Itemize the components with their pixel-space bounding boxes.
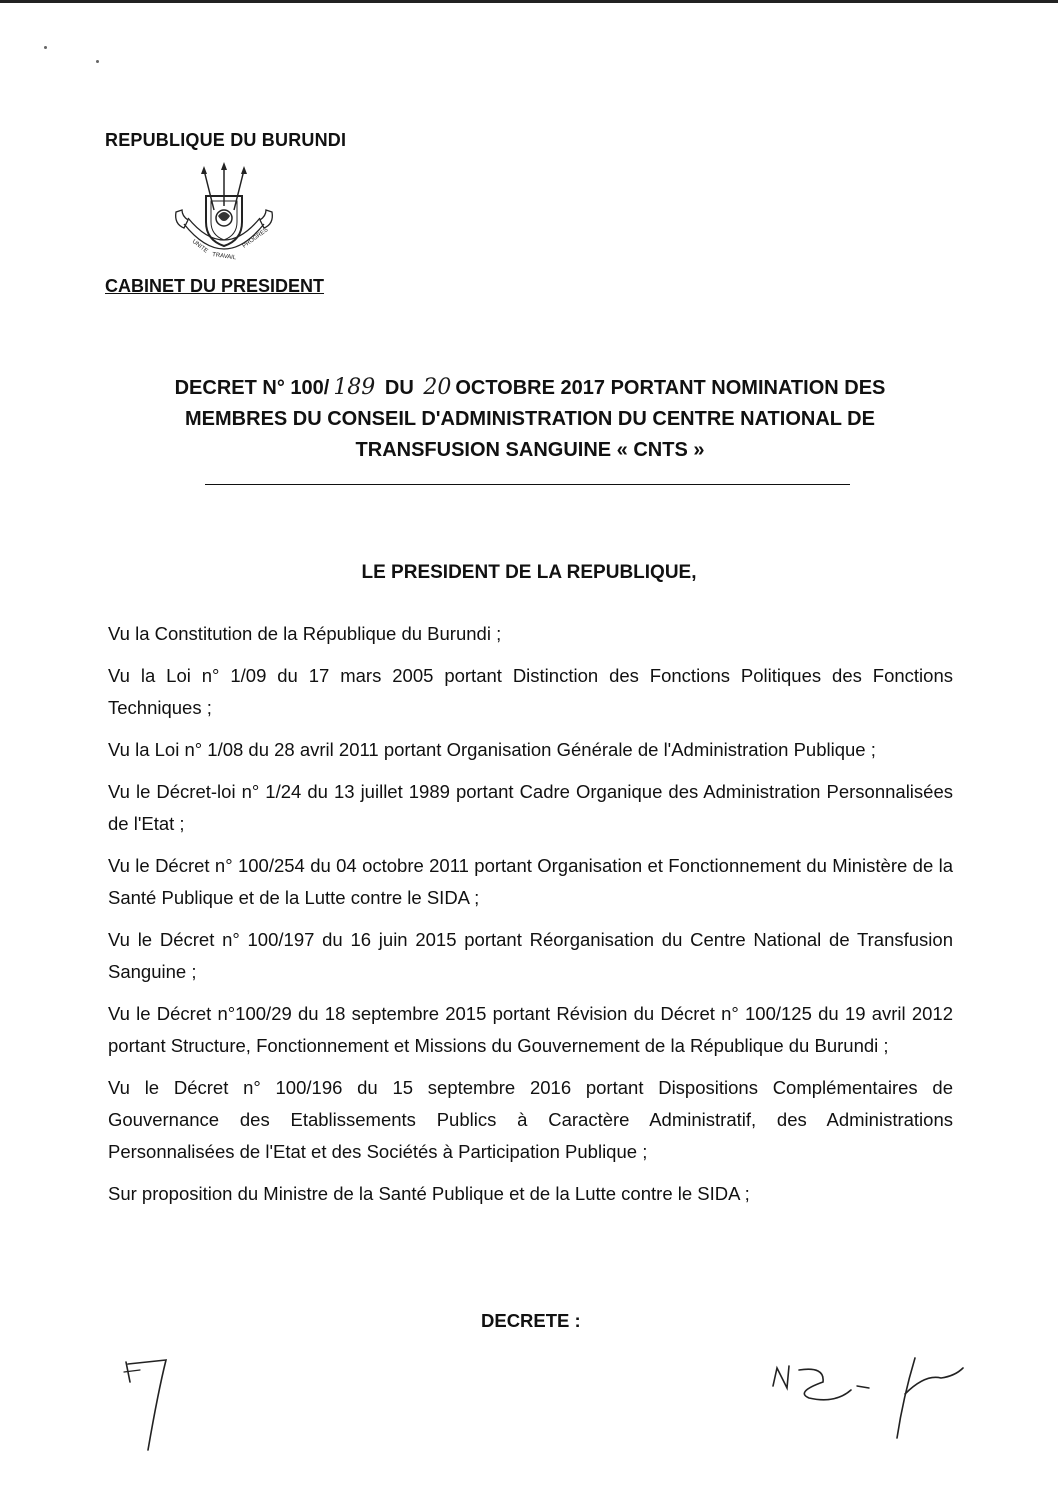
handwritten-initials-left xyxy=(118,1352,178,1457)
considerant-paragraph: Vu la Loi n° 1/09 du 17 mars 2005 portant Distinction des Fonctions Politiques des Fonctions Techniques ; xyxy=(108,665,953,718)
decree-number-prefix: DECRET N° 100/ xyxy=(174,377,330,399)
decree-title xyxy=(130,372,930,466)
page-top-edge xyxy=(0,0,1058,3)
considerant-paragraph: Vu la Loi n° 1/08 du 28 avril 2011 portant Organisation Générale de l'Administration Publique ; xyxy=(108,739,876,760)
decree-title-line-2: MEMBRES DU CONSEIL D'ADMINISTRATION DU CENTRE NATIONAL DE xyxy=(185,408,875,430)
considerants-list xyxy=(108,618,953,1220)
considerant-paragraph: Vu le Décret n° 100/254 du 04 octobre 2011 portant Organisation et Fonctionnement du Ministère de la Santé Publique et de la Lutte contre le SIDA ; xyxy=(108,855,953,908)
title-divider xyxy=(205,484,850,485)
president-heading: LE PRESIDENT DE LA REPUBLIQUE, xyxy=(361,562,697,583)
considerant-paragraph: Vu le Décret-loi n° 1/24 du 13 juillet 1989 portant Cadre Organique des Administration Personnalisées de l'Etat ; xyxy=(108,781,953,834)
considerant-paragraph: Vu le Décret n° 100/197 du 16 juin 2015 portant Réorganisation du Centre National de Transfusion Sanguine ; xyxy=(108,929,953,982)
decrete-heading: DECRETE : xyxy=(481,1310,581,1331)
burundi-coat-of-arms-emblem xyxy=(168,162,280,272)
decree-title-line-3: TRANSFUSION SANGUINE « CNTS » xyxy=(355,439,705,461)
svg-text:PROGRES: PROGRES xyxy=(241,227,270,250)
cabinet-heading: CABINET DU PRESIDENT xyxy=(105,276,325,296)
scan-speck xyxy=(44,46,47,49)
decree-du: DU xyxy=(384,377,414,399)
considerant-paragraph: Vu la Constitution de la République du Burundi ; xyxy=(108,623,502,644)
decree-title-line-1 xyxy=(130,372,930,404)
considerant-paragraph: Sur proposition du Ministre de la Santé Publique et de la Lutte contre le SIDA ; xyxy=(108,1183,750,1204)
svg-text:TRAVAIL: TRAVAIL xyxy=(211,252,237,262)
decree-title-line-1-rest: OCTOBRE 2017 PORTANT NOMINATION DES xyxy=(455,377,886,399)
considerant-paragraph: Vu le Décret n° 100/196 du 15 septembre 2016 portant Dispositions Complémentaires de Gouvernance des Etablissements Publics à Caractère Administratif, des Administrations Personnalisées de l'Etat et des Sociétés à Participation Publique ; xyxy=(108,1077,953,1162)
handwritten-signature-initials-right xyxy=(765,1348,975,1458)
handwritten-decree-day: 20 xyxy=(423,375,452,400)
scan-speck xyxy=(96,60,99,63)
country-heading: REPUBLIQUE DU BURUNDI xyxy=(105,130,347,150)
svg-text:UNITE: UNITE xyxy=(190,238,209,255)
handwritten-decree-number: 189 xyxy=(333,375,376,400)
considerant-paragraph: Vu le Décret n°100/29 du 18 septembre 2015 portant Révision du Décret n° 100/125 du 19 avril 2012 portant Structure, Fonctionnement et Missions du Gouvernement de la République du Burundi ; xyxy=(108,1003,953,1056)
